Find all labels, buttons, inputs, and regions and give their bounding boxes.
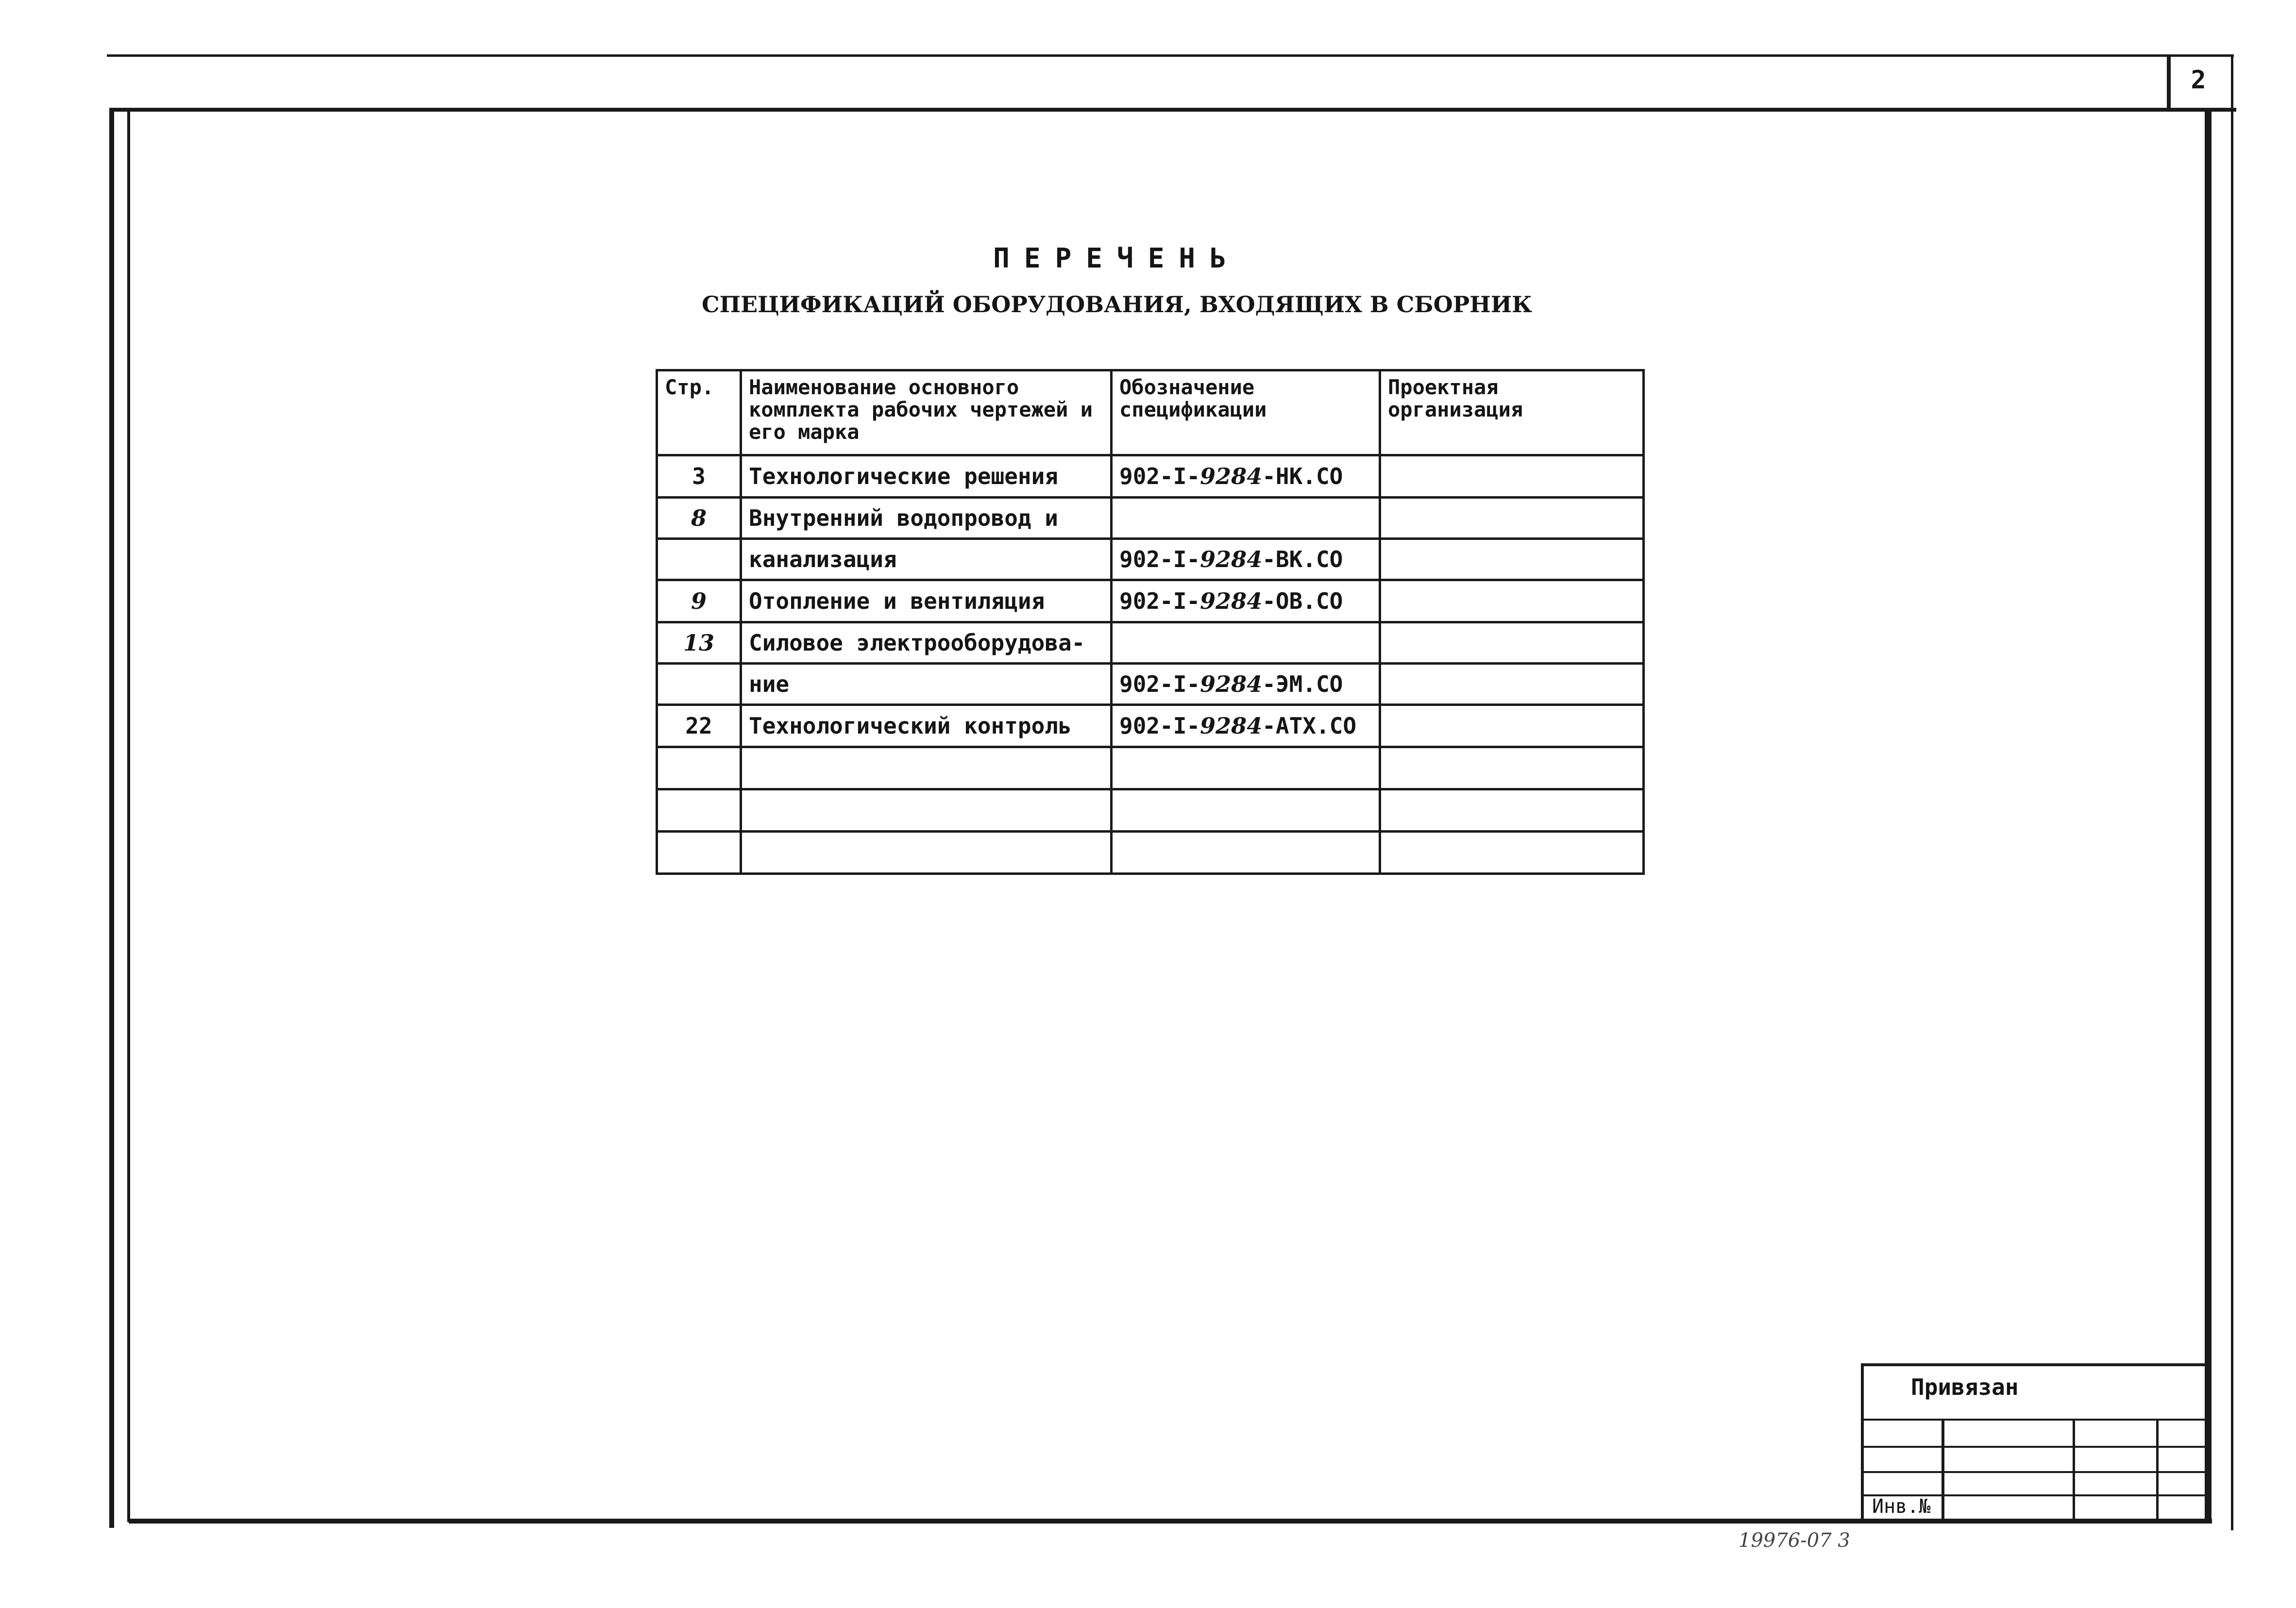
stamp-col-line	[2156, 1419, 2159, 1521]
frame-right-outer	[2231, 54, 2233, 1530]
row-page: 8	[657, 498, 741, 539]
table-row	[657, 705, 1644, 747]
row-name: Технологический контроль	[741, 705, 1112, 747]
table-row	[657, 664, 1644, 705]
table-row	[657, 622, 1644, 664]
table-row	[657, 455, 1644, 498]
table-row-empty	[657, 789, 1644, 832]
row-name: Силовое электрооборудова-	[741, 622, 1112, 664]
row-org	[1380, 498, 1644, 539]
frame-right	[2205, 108, 2212, 1523]
document-subtitle: СПЕЦИФИКАЦИЙ ОБОРУДОВАНИЯ, ВХОДЯЩИХ В СБОРНИК	[701, 291, 1533, 318]
frame-top	[109, 108, 2236, 112]
row-spec: 902-I-9284-НК.СО	[1112, 455, 1380, 498]
row-page: 13	[657, 622, 741, 664]
table-row	[657, 580, 1644, 622]
table-header-row	[657, 370, 1644, 455]
header-org: Проектная организация	[1380, 370, 1644, 455]
frame-left	[109, 108, 114, 1528]
row-spec	[1112, 622, 1380, 664]
stamp-row-line	[1864, 1471, 2206, 1473]
sheet-number-divider	[2167, 54, 2171, 111]
header-page: Стр.	[657, 370, 741, 455]
table-row-empty	[657, 832, 1644, 874]
row-org	[1380, 705, 1644, 747]
table-row	[657, 498, 1644, 539]
stamp-col-line	[2073, 1419, 2075, 1521]
row-org	[1380, 664, 1644, 705]
row-spec: 902-I-9284-ЭМ.СО	[1112, 664, 1380, 705]
row-org	[1380, 539, 1644, 580]
row-page	[657, 664, 741, 705]
stamp-row-line	[1864, 1446, 2206, 1448]
row-name: канализация	[741, 539, 1112, 580]
inventory-label: Инв.№	[1872, 1495, 1931, 1518]
frame-left-inner	[127, 112, 130, 1522]
row-spec	[1112, 498, 1380, 539]
frame-bottom	[129, 1519, 2212, 1524]
stamp-col-line	[1941, 1419, 1944, 1521]
document-title: ПЕРЕЧЕНЬ	[993, 243, 1241, 274]
stamp-left	[1861, 1363, 1864, 1524]
row-name: Технологические решения	[741, 455, 1112, 498]
specification-table	[656, 369, 1645, 875]
sheet-number: 2	[2191, 66, 2206, 95]
row-page: 22	[657, 705, 741, 747]
row-org	[1380, 455, 1644, 498]
row-spec: 902-I-9284-АТХ.СО	[1112, 705, 1380, 747]
stamp-label: Привязан	[1911, 1374, 2019, 1400]
stamp-top	[1861, 1363, 2208, 1366]
row-page	[657, 539, 741, 580]
row-spec: 902-I-9284-ВК.СО	[1112, 539, 1380, 580]
top-rule	[107, 54, 2234, 57]
row-name: Отопление и вентиляция	[741, 580, 1112, 622]
table-row-empty	[657, 747, 1644, 789]
archive-number: 19976-07 3	[1739, 1529, 1850, 1552]
row-org	[1380, 580, 1644, 622]
header-name: Наименование основного комплекта рабочих чертежей и его марка	[741, 370, 1112, 455]
stamp-row-line	[1864, 1419, 2206, 1421]
row-page: 9	[657, 580, 741, 622]
row-page: 3	[657, 455, 741, 498]
row-spec: 902-I-9284-ОВ.СО	[1112, 580, 1380, 622]
table-row	[657, 539, 1644, 580]
row-name: Внутренний водопровод и	[741, 498, 1112, 539]
row-name: ние	[741, 664, 1112, 705]
row-org	[1380, 622, 1644, 664]
header-spec: Обозначение спецификации	[1112, 370, 1380, 455]
